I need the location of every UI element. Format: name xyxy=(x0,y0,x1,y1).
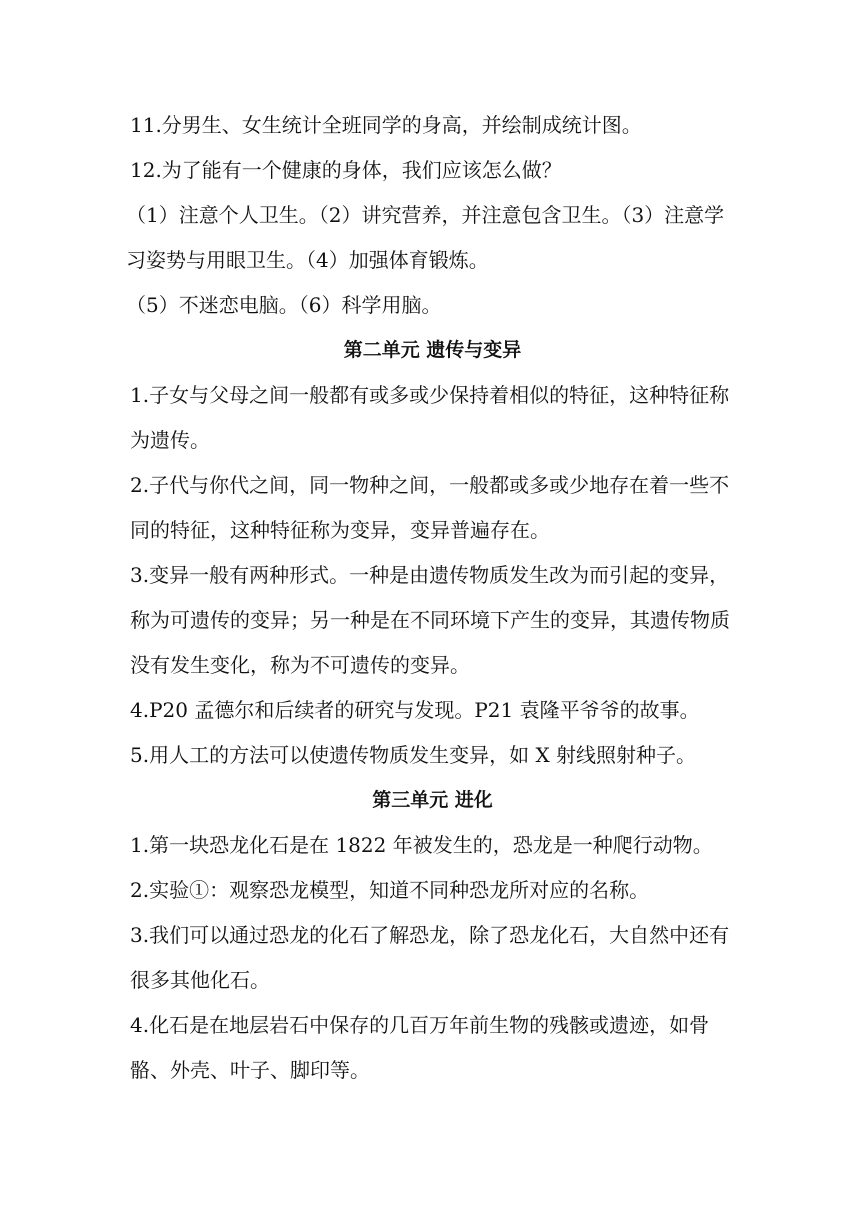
paragraph-heredity-5: 5.用人工的方法可以使遗传物质发生变异，如 X 射线照射种子。 xyxy=(130,743,697,767)
document-body xyxy=(126,103,735,1093)
paragraph-evolution-3: 3.我们可以通过恐龙的化石了解恐龙，除了恐龙化石，大自然中还有很多其他化石。 xyxy=(130,923,730,992)
paragraph-heredity-2: 2.子代与你代之间，同一物种之间，一般都或多或少地存在着一些不同的特征，这种特征称为变异，变异普遍存在。 xyxy=(130,473,730,542)
paragraph-health-tips-2: （5）不迷恋电脑。（6）科学用脑。 xyxy=(126,293,442,317)
section-heading-evolution: 第三单元 进化 xyxy=(372,789,493,811)
paragraph-evolution-1: 1.第一块恐龙化石是在 1822 年被发生的，恐龙是一种爬行动物。 xyxy=(130,833,713,857)
paragraph-heredity-1: 1.子女与父母之间一般都有或多或少保持着相似的特征，这种特征称为遗传。 xyxy=(130,383,730,452)
paragraph-evolution-4: 4.化石是在地层岩石中保存的几百万年前生物的残骸或遗迹，如骨骼、外壳、叶子、脚印等。 xyxy=(130,1013,710,1082)
paragraph-heredity-4: 4.P20 孟德尔和后续者的研究与发现。P21 袁隆平爷爷的故事。 xyxy=(130,698,700,722)
paragraph-item-12: 12.为了能有一个健康的身体，我们应该怎么做？ xyxy=(130,158,562,182)
paragraph-item-11: 11.分男生、女生统计全班同学的身高，并绘制成统计图。 xyxy=(130,113,642,137)
paragraph-heredity-3: 3.变异一般有两种形式。一种是由遗传物质发生改为而引起的变异，称为可遗传的变异；另一种是在不同环境下产生的变异，其遗传物质没有发生变化，称为不可遗传的变异。 xyxy=(130,563,730,677)
paragraph-evolution-2: 2.实验①：观察恐龙模型，知道不同种恐龙所对应的名称。 xyxy=(130,878,650,902)
paragraph-health-tips-1: （1）注意个人卫生。（2）讲究营养，并注意包含卫生。（3）注意学习姿势与用眼卫生。（4）加强体育锻炼。 xyxy=(126,203,725,272)
section-heading-heredity: 第二单元 遗传与变异 xyxy=(343,339,522,361)
